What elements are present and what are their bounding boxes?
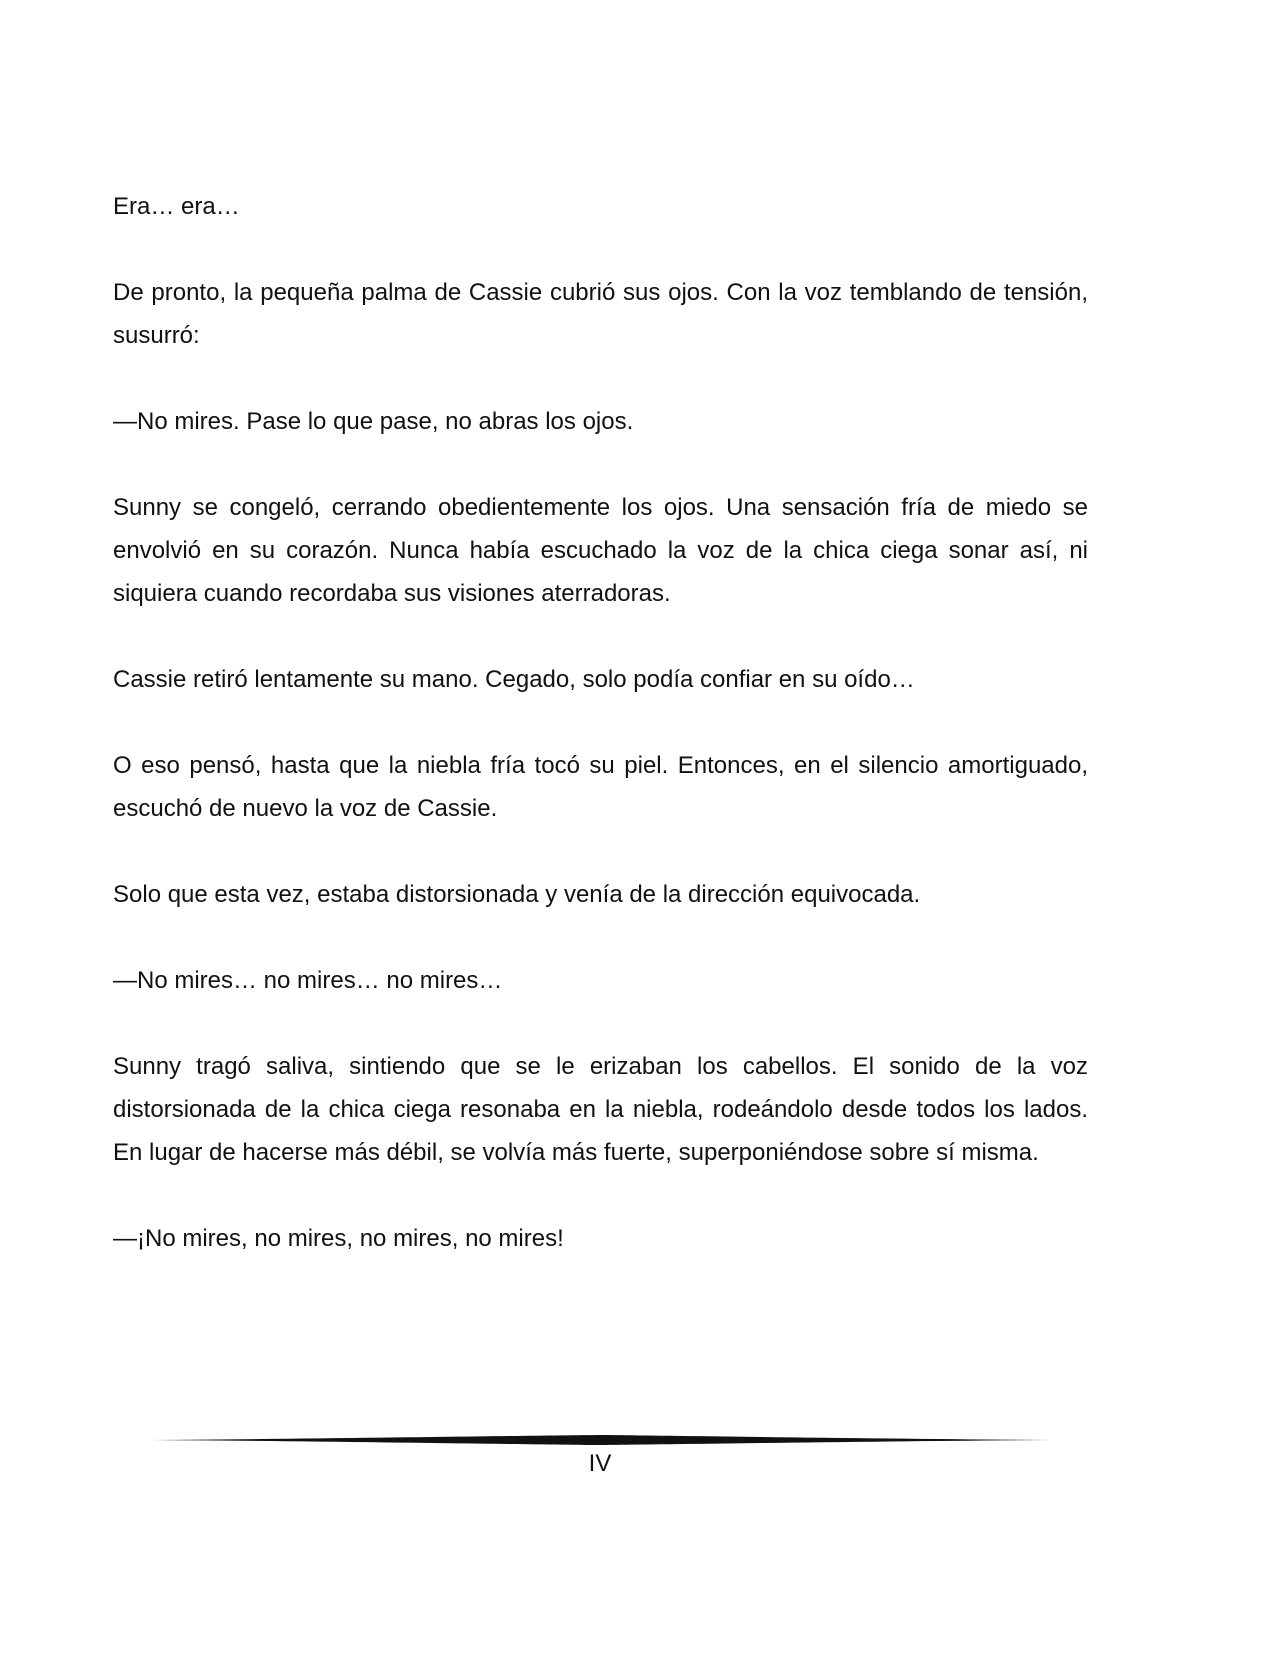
paragraph-2: De pronto, la pequeña palma de Cassie cubrió sus ojos. Con la voz temblando de tensión, susurró: [113, 279, 1088, 349]
paragraph-6: O eso pensó, hasta que la niebla fría tocó su piel. Entonces, en el silencio amortiguado, escuchó de nuevo la voz de Cassie. [113, 752, 1088, 822]
paragraph-5: Cassie retiró lentamente su mano. Cegado, solo podía confiar en su oído… [113, 666, 915, 693]
paragraph-7: Solo que esta vez, estaba distorsionada y venía de la dirección equivocada. [113, 881, 921, 908]
body-text [113, 185, 1088, 1303]
paragraph-1: Era… era… [113, 193, 240, 220]
paragraph-9: Sunny tragó saliva, sintiendo que se le erizaban los cabellos. El sonido de la voz distorsionada de la chica ciega resonaba en la niebla, rodeándolo desde todos los lados. En lugar de hacerse más débil, se volvía más fuerte, superponiéndose sobre sí misma. [113, 1053, 1088, 1166]
paragraph-3: —No mires. Pase lo que pase, no abras los ojos. [113, 408, 634, 435]
footer-divider [152, 1433, 1050, 1447]
paragraph-8: —No mires… no mires… no mires… [113, 967, 503, 994]
paragraph-10: —¡No mires, no mires, no mires, no mires! [113, 1225, 564, 1252]
paragraph-4: Sunny se congeló, cerrando obedientemente los ojos. Una sensación fría de miedo se envolvió en su corazón. Nunca había escuchado la voz de la chica ciega sonar así, ni siquiera cuando recordaba sus visiones aterradoras. [113, 494, 1088, 607]
page-number: IV [588, 1450, 612, 1477]
